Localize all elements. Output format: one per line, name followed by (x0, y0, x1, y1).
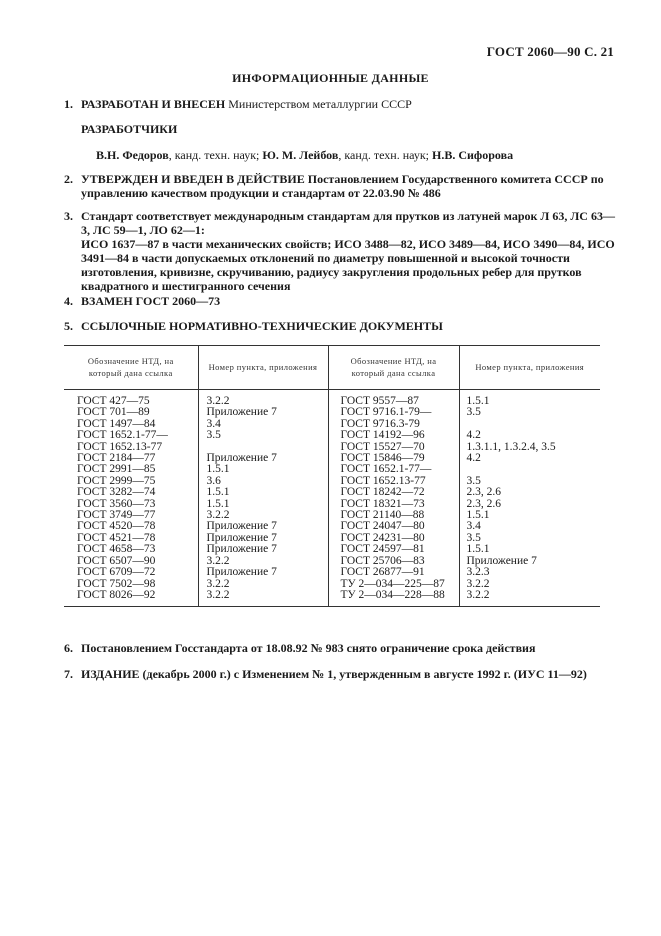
item-4-text: ВЗАМЕН ГОСТ 2060—73 (81, 294, 221, 308)
table-cell-clause: 3.4 (206, 417, 221, 430)
table-cell-doc: ГОСТ 3282—74 (77, 486, 156, 499)
item-number: 4. (64, 294, 73, 308)
header-doc-designation: Обозначение НТД, на который дана ссылка (328, 345, 459, 390)
table-cell-doc: ГОСТ 15527—70 (340, 440, 425, 453)
table-top-rule (64, 345, 600, 346)
table-cell-doc: ТУ 2—034—225—87 (340, 577, 445, 590)
table-cell-clause: Приложение 7 (206, 531, 277, 544)
item-1-lead: РАЗРАБОТАН И ВНЕСЕН (81, 97, 226, 111)
table-cell-clause: Приложение 7 (206, 452, 277, 465)
table-cell-clause: 1.5.1 (206, 486, 230, 499)
item-number: 6. (64, 641, 73, 655)
item-5 (64, 319, 604, 333)
table-cell-doc: ГОСТ 4521—78 (77, 531, 156, 544)
table-cell-clause: 3.2.2 (206, 554, 230, 567)
page-header: ГОСТ 2060—90 С. 21 (486, 44, 614, 59)
table-cell-clause: 3.5 (206, 429, 221, 442)
table-cell-doc: ГОСТ 15846—79 (340, 452, 425, 465)
table-cell-clause: 3.5 (466, 531, 481, 544)
table-cell-doc: ГОСТ 9716.1-79— (340, 406, 432, 419)
table-cell-doc: ГОСТ 2999—75 (77, 474, 156, 487)
header-clause-number: Номер пункта, приложения (459, 345, 600, 390)
table-cell-clause: 3.2.2 (466, 588, 490, 601)
table-cell-clause: 3.5 (466, 406, 481, 419)
developer-name: В.Н. Федоров (96, 148, 169, 162)
table-cell-clause: 3.2.2 (206, 577, 230, 590)
table-body-row (64, 390, 600, 607)
table-cell-doc: ГОСТ 701—89 (77, 406, 150, 419)
table-cell-clause: Приложение 7 (206, 566, 277, 579)
item-2-text: УТВЕРЖДЕН И ВВЕДЕН В ДЕЙСТВИЕ Постановлением Государственного комитета СССР по управлению качеством продукции и стандартам от 22.03.90 № 486 (81, 172, 604, 200)
table-cell-clause: 3.2.2 (206, 395, 230, 407)
table-cell-doc: ГОСТ 3749—77 (77, 509, 156, 522)
item-2 (64, 172, 618, 200)
table-cell-doc: ГОСТ 9557—87 (340, 395, 419, 407)
table-cell-doc: ГОСТ 9716.3-79 (340, 417, 420, 430)
table-cell-clause: 1.5.1 (466, 543, 490, 556)
table-cell-clause (467, 464, 601, 475)
table-cell-doc: ГОСТ 24597—81 (340, 543, 425, 556)
table-cell-clause: 3.2.2 (206, 588, 230, 601)
table-cell-clause (467, 419, 601, 430)
developer-title: , канд. техн. наук; (338, 148, 432, 162)
developers-label: РАЗРАБОТЧИКИ (81, 122, 178, 136)
table-cell-clause: 3.2.2 (206, 509, 230, 522)
item-4 (64, 294, 604, 308)
table-cell-clause: 2.3, 2.6 (466, 486, 501, 499)
table-cell-clause: 1.5.1 (466, 395, 490, 407)
table-cell-doc: ГОСТ 2991—85 (77, 463, 156, 476)
developer-name: Н.В. Сифорова (432, 148, 514, 162)
table-cell-clause: 2.3, 2.6 (466, 497, 501, 510)
table-cell-doc: ГОСТ 4658—73 (77, 543, 156, 556)
table-cell-clause: 1.5.1 (466, 509, 490, 522)
table-cell-clause: 4.2 (466, 429, 481, 442)
item-3-text-continued: ИСО 1637—87 в части механических свойств; ИСО 3488—82, ИСО 3489—84, ИСО 3490—84, ИСО 3491—84 в части допускаемых отклонений по диаметру повышенной и высокой точности изготовления, кривизне, скручиванию, радиусу закругления продольных ребер для прутков квадратного и шестигранного сечения (81, 237, 615, 293)
item-6-text: Постановлением Госстандарта от 18.08.92 № 983 снято ограничение срока действия (81, 641, 536, 655)
right-doc-column (328, 390, 459, 607)
table-cell-doc: ГОСТ 25706—83 (340, 554, 425, 567)
table-cell-doc: ГОСТ 2184—77 (77, 452, 156, 465)
right-clause-column (459, 390, 600, 607)
developer-name: Ю. М. Лейбов (262, 148, 339, 162)
table-cell-clause: 3.4 (466, 520, 481, 533)
table-cell-doc: ГОСТ 18321—73 (340, 497, 425, 510)
table-cell-doc: ТУ 2—034—228—88 (340, 588, 445, 601)
item-7 (64, 667, 604, 681)
item-1-text: Министерством металлургии СССР (225, 97, 412, 111)
table-cell-clause: 1.5.1 (206, 497, 230, 510)
item-5-text: ССЫЛОЧНЫЕ НОРМАТИВНО-ТЕХНИЧЕСКИЕ ДОКУМЕНТЫ (81, 319, 443, 333)
item-number: 7. (64, 667, 73, 681)
table-cell-doc: ГОСТ 1652.13-77 (77, 440, 163, 453)
page-title: ИНФОРМАЦИОННЫЕ ДАННЫЕ (232, 71, 429, 85)
table-cell-doc: ГОСТ 26877—91 (340, 566, 425, 579)
table-cell-clause: Приложение 7 (206, 520, 277, 533)
table-cell-clause: Приложение 7 (206, 406, 277, 419)
table-cell-doc: ГОСТ 24047—80 (340, 520, 425, 533)
item-7-text: ИЗДАНИЕ (декабрь 2000 г.) с Изменением № 1, утвержденным в августе 1992 г. (ИУС 11—92) (81, 667, 587, 681)
item-6 (64, 641, 604, 655)
table-cell-clause: Приложение 7 (466, 554, 537, 567)
table-cell-doc: ГОСТ 14192—96 (340, 429, 425, 442)
table-cell-clause: 1.5.1 (206, 463, 230, 476)
table-cell-doc: ГОСТ 21140—88 (340, 509, 425, 522)
table-cell-clause: 4.2 (466, 452, 481, 465)
table-cell-clause: 3.2.2 (466, 577, 490, 590)
table-cell-doc: ГОСТ 8026—92 (77, 588, 156, 601)
item-1 (64, 97, 604, 111)
header-clause-number: Номер пункта, приложения (198, 345, 328, 390)
item-number: 2. (64, 172, 73, 186)
table-cell-doc: ГОСТ 7502—98 (77, 577, 156, 590)
table-cell-doc: ГОСТ 1652.1-77— (340, 463, 432, 476)
table-cell-doc: ГОСТ 18242—72 (340, 486, 425, 499)
table-cell-doc: ГОСТ 4520—78 (77, 520, 156, 533)
developers-list (96, 148, 616, 162)
table-cell-doc: ГОСТ 6709—72 (77, 566, 156, 579)
left-clause-column (198, 390, 328, 607)
table-cell-doc: ГОСТ 24231—80 (340, 531, 425, 544)
table-cell-clause: 3.5 (466, 474, 481, 487)
item-number: 3. (64, 209, 73, 223)
table-cell-doc: ГОСТ 1652.1-77— (77, 429, 168, 442)
developer-title: , канд. техн. наук; (168, 148, 263, 162)
table-cell-doc: ГОСТ 427—75 (77, 395, 150, 407)
item-number: 1. (64, 97, 73, 111)
item-number: 5. (64, 319, 73, 333)
table-cell-doc: ГОСТ 6507—90 (77, 554, 156, 567)
table-cell-clause: 3.6 (206, 474, 221, 487)
table-cell-doc: ГОСТ 3560—73 (77, 497, 156, 510)
left-doc-column (64, 390, 198, 607)
table-cell-doc: ГОСТ 1652.13-77 (340, 474, 426, 487)
references-table (64, 345, 600, 607)
item-3 (64, 209, 618, 293)
header-doc-designation: Обозначение НТД, на который дана ссылка (64, 345, 198, 390)
table-cell-doc: ГОСТ 1497—84 (77, 417, 156, 430)
table-cell-clause: 1.3.1.1, 1.3.2.4, 3.5 (466, 440, 556, 453)
item-3-text: Стандарт соответствует международным стандартам для прутков из латуней марок Л 63, ЛС 63—3, ЛС 59—1, ЛО 62—1: (81, 209, 615, 237)
table-cell-clause: 3.2.3 (466, 566, 490, 579)
table-cell-clause: Приложение 7 (206, 543, 277, 556)
table-header-row (64, 345, 600, 390)
